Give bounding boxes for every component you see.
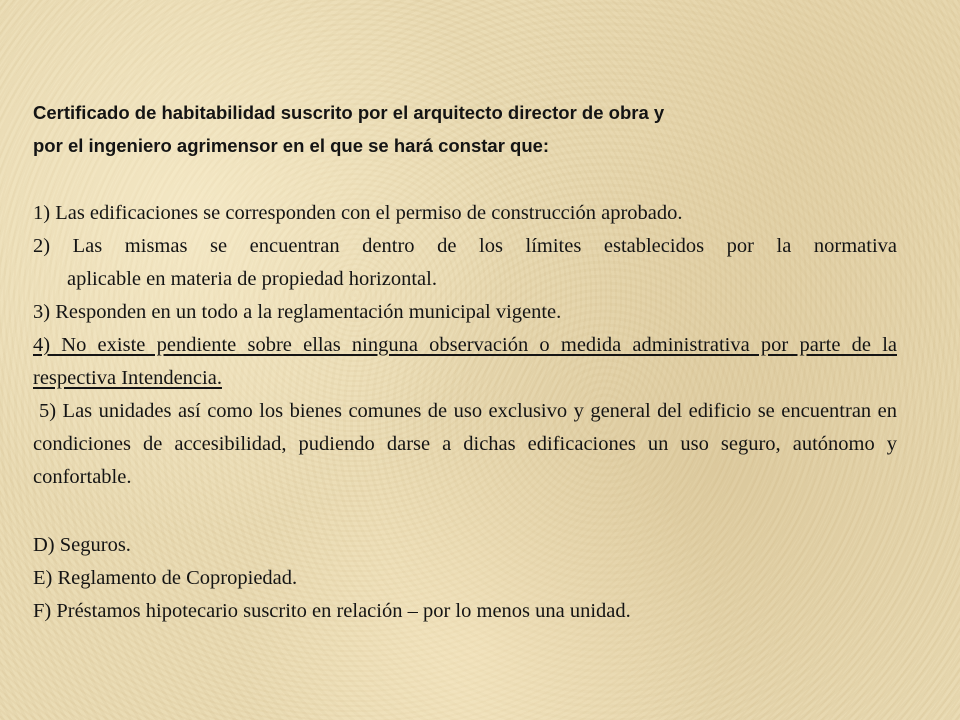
list-item-4-text: 4) No existe pendiente sobre ellas ninguna observación o medida administrativa por parte de la respectiva Intendencia.: [33, 334, 897, 389]
heading-line-2: por el ingeniero agrimensor en el que se hará constar que:: [33, 135, 550, 156]
list-item-5: 5) Las unidades así como los bienes comunes de uso exclusivo y general del edificio se encuentran en condiciones de accesibilidad, pudiendo darse a dichas edificaciones un uso seguro, autónomo y confortable.: [33, 400, 897, 488]
item-d: D) Seguros.: [33, 534, 131, 556]
list-item-3: 3) Responden en un todo a la reglamentación municipal vigente.: [33, 301, 562, 323]
heading-line-1: Certificado de habitabilidad suscrito por el arquitecto director de obra y: [33, 102, 665, 123]
list-item-2-line-2: aplicable en materia de propiedad horizontal.: [67, 268, 437, 290]
list-item-4: [33, 329, 897, 395]
slide-heading: [33, 96, 897, 162]
item-f: F) Préstamos hipotecario suscrito en relación – por lo menos una unidad.: [33, 600, 631, 622]
requirements-list: [33, 197, 897, 494]
additional-documents: [33, 529, 897, 628]
list-item-2-line-1: 2) Las mismas se encuentran dentro de los límites establecidos por la normativa: [33, 235, 897, 257]
list-item-2: [33, 230, 897, 296]
item-e: E) Reglamento de Copropiedad.: [33, 567, 298, 589]
list-item-1: 1) Las edificaciones se corresponden con el permiso de construcción aprobado.: [33, 202, 683, 224]
